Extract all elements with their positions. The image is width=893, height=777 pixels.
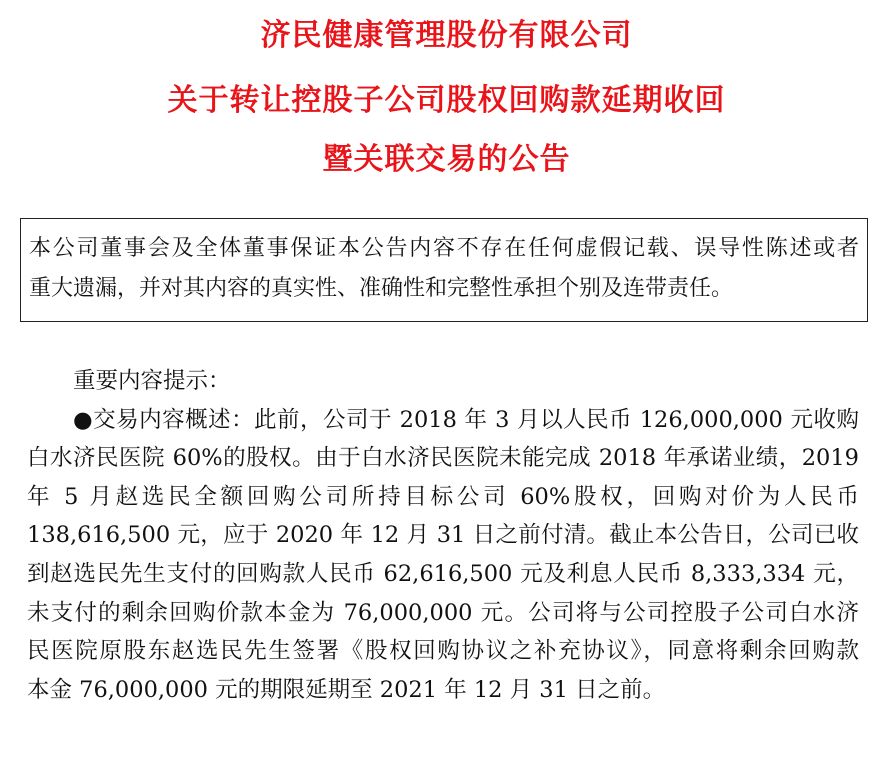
body-line: 本金 76,000,000 元的期限延期至 2021 年 12 月 31 日之前。	[27, 676, 666, 703]
body-line: 白水济民医院 60%的股权。由于白水济民医院未能完成 2018 年承诺业绩，2019	[27, 445, 859, 472]
announcement-subtitle: 暨关联交易的公告	[322, 142, 571, 177]
section-heading: 重要内容提示：	[73, 368, 231, 394]
disclaimer-box	[20, 218, 868, 322]
disclaimer-line: 本公司董事会及全体董事保证本公告内容不存在任何虚假记载、误导性陈述或者	[29, 236, 859, 261]
body-line: 到赵选民先生支付的回购款人民币 62,616,500 元及利息人民币 8,333,334 元，	[27, 560, 859, 587]
disclaimer-line: 重大遗漏，并对其内容的真实性、准确性和完整性承担个别及连带责任。	[29, 276, 734, 301]
body-line: 民医院原股东赵选民先生签署《股权回购协议之补充协议》，同意将剩余回购款	[27, 638, 859, 665]
body-line: 年 5 月赵选民全额回购公司所持目标公司 60%股权，回购对价为人民币	[27, 483, 859, 510]
company-name: 济民健康管理股份有限公司	[260, 18, 633, 53]
body-line: 未支付的剩余回购价款本金为 76,000,000 元。公司将与公司控股子公司白水济	[27, 599, 859, 626]
body-line: ●交易内容概述：此前，公司于 2018 年 3 月以人民币 126,000,000 元收购	[73, 406, 859, 433]
announcement-title: 关于转让控股子公司股权回购款延期收回	[167, 83, 726, 118]
announcement-body	[27, 362, 859, 709]
body-line: 138,616,500 元，应于 2020 年 12 月 31 日之前付清。截止本公告日，公司已收	[27, 522, 859, 549]
